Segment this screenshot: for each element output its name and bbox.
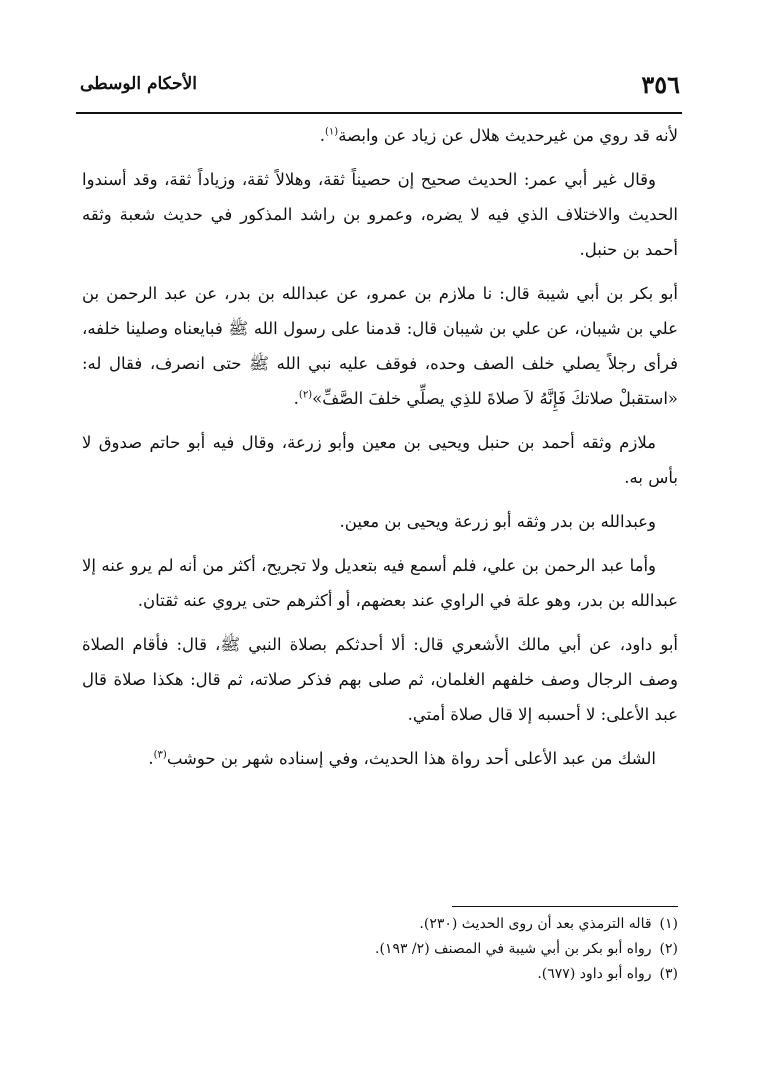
footnote [140,912,678,937]
paragraph [82,741,678,776]
paragraph: ملازم وثقه أحمد بن حنبل ويحيى بن معين وأبو زرعة، وقال فيه أبو حاتم صدوق لا بأس به. [82,433,678,487]
page-number: ٣٥٦ [641,70,680,99]
paragraph-text: الشك من عبد الأعلى أحد رواة هذا الحديث، وفي إسناده شهر بن حوشب [166,749,656,768]
footnote-reference[interactable]: (٢) [298,389,313,401]
running-title: الأحكام الوسطى [80,74,197,94]
paragraph-text: أبو بكر بن أبي شيبة قال: نا ملازم بن عمرو، عن عبدالله بن بدر، عن عبد الرحمن بن علي بن شيبان، عن علي بن شيبان قال: قدمنا على رسول الله ﷺ فبايعناه وصلينا خلفه، فرأى رجلاً يصلي خلف الصف وحده، فوقف عليه نبي الله ﷺ حتى انصرف، فقال له: «استقبلْ صلاتكَ فَإِنَّهُ لاَ صلاةَ للذِي يصلِّي خلفَ الصَّفِّ» [82,284,678,408]
footnote-reference[interactable]: (١) [325,126,339,138]
page-body [82,118,678,785]
footnote-mark: (١) [659,916,678,932]
page-header [80,70,680,110]
footnote-text: قاله الترمذي بعد أن روى الحديث (٢٣٠). [419,916,652,932]
paragraph-end: . [293,389,299,408]
footnote-text: رواه أبو بكر بن أبي شيبة في المصنف (٢/ ١٩٣). [375,941,652,957]
paragraph [82,276,678,416]
paragraph: وقال غير أبي عمر: الحديث صحيح إن حصيناً ثقة، وهلالاً ثقة، وزياداً ثقة، وقد أسندوا الحديث والاختلاف الذي فيه لا يضره، وعمرو بن راشد المذكور في حديث شعبة وثقه أحمد بن حنبل. [82,170,678,259]
footnotes [140,912,678,987]
header-divider [76,112,682,114]
paragraph [82,118,678,153]
paragraph: أبو داود، عن أبي مالك الأشعري قال: ألا أحدثكم بصلاة النبي ﷺ، قال: فأقام الصلاة وصف الرجال وصف خلفهم الغلمان، ثم صلى بهم فذكر صلاته، ثم قال: هكذا صلاة قال عبد الأعلى: لا أحسبه إلا قال صلاة أمتي. [82,635,678,724]
paragraph-end: . [148,749,154,768]
paragraph: وعبدالله بن بدر وثقه أبو زرعة ويحيى بن معين. [339,512,656,531]
footnote [140,962,678,987]
footnote [140,937,678,962]
footnote-reference[interactable]: (٣) [153,749,167,761]
paragraph-text: لأنه قد روي من غيرحديث هلال عن زياد عن وابصة [338,126,678,145]
footnote-mark: (٣) [659,966,678,982]
footnote-divider [452,906,678,907]
paragraph: وأما عبد الرحمن بن علي، فلم أسمع فيه بتعديل ولا تجريح، أكثر من أنه لم يرو عنه إلا عبدالله بن بدر، وهو علة في الراوي عند بعضهم، أو أكثرهم حتى يروي عنه ثقتان. [82,556,678,610]
footnote-mark: (٢) [659,941,678,957]
footnote-text: رواه أبو داود (٦٧٧). [537,966,652,982]
paragraph-end: . [319,126,326,145]
